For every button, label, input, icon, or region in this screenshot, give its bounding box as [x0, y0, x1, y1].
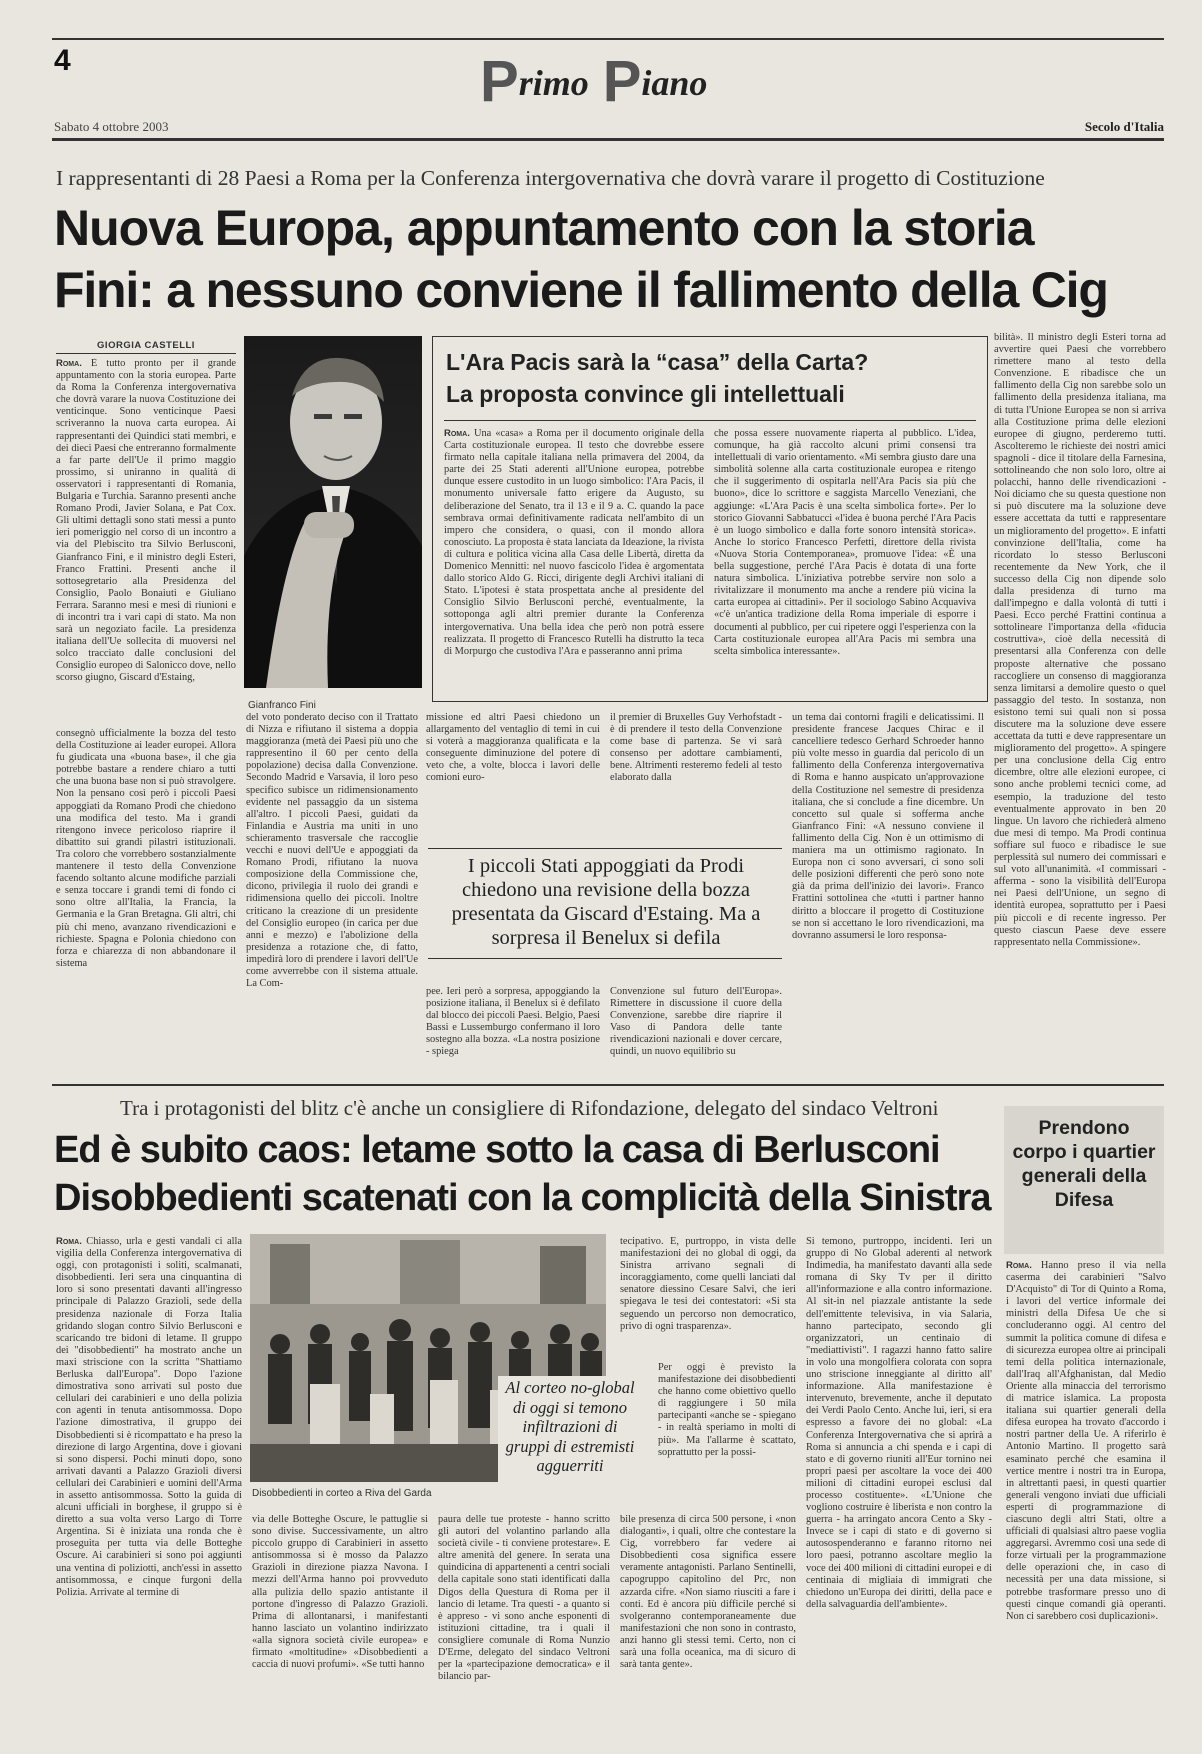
side-story-body	[1006, 1260, 1166, 1746]
story1-col3-bottom-text: pee. Ieri però a sorpresa, appoggiando la posizione italiana, il Benelux si è defilato dal blocco dei piccoli Paesi. Belgio, Paesi Bassi e Lussemburgo confermano il loro sostegno alla bozza. «La nostra posizione - spiega	[426, 986, 600, 1058]
section-word-1: rimo	[518, 63, 589, 103]
box-headline-2: La proposta convince gli intellettuali	[446, 381, 845, 407]
story1-col4-bottom	[610, 986, 782, 1074]
fini-photo	[244, 336, 422, 688]
story1-col5-text: un tema dai contorni fragili e delicatissimi. Il presidente francese Jacques Chirac e il cancelliere tedesco Gerhard Schroeder hanno più volte messo in guardia dal pericolo di un fallimento della Conferenza intergovernativa di Roma e hanno auspicato un'approvazione della Costituzione nel semestre di presidenza italiana, che si conclude a fine dicembre. Un concetto sul quale si sofferma anche Gianfranco Fini: «A nessuno conviene il fallimento della Cig. Non è un ottimismo di maniera ma un ottimismo ragionato. In Europa non ci sono avversari, ci sono soli delle posizioni differenti che però sono note già da prima dell'inizio dei lavori». Franco Frattini sottolinea che «tutti i partner hanno diritto a bloccare il progetto di Costituzione se non si accettano le loro rivendicazioni, ma dovranno assumersi le loro responsa-	[792, 712, 984, 941]
story2-col5	[806, 1236, 992, 1746]
story2-col5-text: Si temono, purtroppo, incidenti. Ieri un gruppo di No Global aderenti al network Indimedia, ha manifestato davanti alla sede romana di Sky Tv per il diritto all'informazione e alla contro informazione. Al sit-in nel piazzale antistante la sede dell'emittente televisiva, in via Salaria, hanno partecipato, secondo gli organizzatori, un centinaio di "mediattivisti". I ragazzi hanno fatto salire in volo una mongolfiera colorata con sopra uno striscione inneggiante al diritto all' informazione. Alla manifestazione è intervenuto, brevemente, anche il deputato dei Verdi Paolo Cento. Anche lui, ieri, si era espresso a favore dei no global: «La Conferenza Intergovernativa che si aprirà a Roma si annuncia a chi spenda e i capi di stato e di governo riuniti all'Eur tornino nei propri paesi per ascoltare la voce dei 400 milioni di cittadini europei esclusi dal processo costituente». «L'Unione che vogliono costruire è liberista e non contro la guerra - ha arringato ancora Cento a Sky - Invece se i capi di stato e di governo si autosospenderanno e faranno ritorno nei loro paesi, potranno ascoltare meglio la voce dei 400 milioni di cittadini europei e di centinaia di migliaia di immigrati che chiedono un'Europa dei diritti, della pace e della salvaguardia dell'ambiente».	[806, 1236, 992, 1610]
story1-headline-1: Nuova Europa, appuntamento con la storia	[54, 200, 1034, 256]
box-col2	[714, 428, 976, 696]
story2-col2-text: via delle Botteghe Oscure, le pattuglie si sono divise. Successivamente, un altro piccolo gruppo di Carabinieri in assetto antisommossa si è mosso da Palazzo Grazioli in direzione piazza Navona. I mezzi dell'Arma hanno poi provveduto alla pulizia dello spazio antistante il portone d'ingresso di Palazzo Grazioli. Prima di allontanarsi, i manifestanti hanno lasciato un volantino indirizzato «alla signora società civile europea» e firmato «moltitudine» «Disobbedienti a caccia di nuovi profumi». «Se tutti hanno	[252, 1514, 428, 1671]
story1-col1-bottom-text: consegnò ufficialmente la bozza del testo della Costituzione ai leader europei. Allora fu giudicata una «buona base», il che gia potrebbe bastare a rendere chiaro a tutti che una buona base non si può stravolgere. Non la pensano così però i piccoli Paesi appoggiati da Romano Prodi che chiedono una modifica del testo. Ma i grandi ritengono invece pericoloso riaprire il dibattito sui grandi pilastri istituzionali. Tra coloro che vorrebbero sostanzialmente mantenere il testo della Convenzione facendo soltanto alcune modifiche parziali e senza toccare i grandi temi di fondo ci sono oltre all'Italia, la Francia, la Germania e la Gran Bretagna. Gli altri, chi più chi meno, avanzano rivendicazioni e richieste. Spagna e Polonia chiedono con forza e chiarezza di non abbandonare il sistema	[56, 728, 236, 969]
protest-photo-caption: Disobbedienti in corteo a Riva del Garda	[252, 1488, 432, 1499]
side-story-body-text: Hanno preso il via nella caserma dei carabinieri "Salvo D'Acquisto" di Tor di Quinto a Roma, i lavori del vertice informale dei ministri della Difesa Ue che si concluderanno oggi. Al centro del summit la politica comune di difesa e di sicurezza europea oltre ai principali temi della politica internazionale, dall'Iraq all'Afghanistan, dal Medio Oriente alla minaccia del terrorismo di matrice islamica. La proposta italiana sui quartier generali della difesa europea ha trovato d'accordo i nostri partner della Ue. A riferirlo è Antonio Martino. Il progetto sarà esaminato perché che esamina il vertice mentre i nostri tra in Europa, in altrettanti paesi, in questi quartier generali vengono inviati due ufficiali esperti di programmazione di ciascuno degli altri Stati, oltre a ufficiali di qualsiasi altro paese voglia aggregarsi. Avremmo così una sede di forze virtuali per la programmazione delle operazioni che, in caso di necessità per una data missione, si potrebbe trasformare presso uno di questi cinque comandi già operanti. Non ci sarebbero così duplicazioni».	[1006, 1260, 1166, 1622]
story1-col3	[426, 712, 600, 844]
top-rule	[52, 38, 1164, 40]
box-col2-text: che possa essere nuovamente riaperta al pubblico. L'idea, comunque, ha già raccolto alcuni primi consensi tra intellettuali di vario orientamento. «Mi sembra giusto dare una simbolità solenne alla carta costituzionale europea e ritengo che il suggerimento di ospitarla nell'Ara Pacis sia più che buono», dice lo scrittore e saggista Marcello Veneziani, che aggiunge: «L'Ara Pacis è una scelta simbolica forte». Per lo storico Giovanni Sabbatucci «l'idea è buona perché l'Ara Pacis è un luogo simbolico e dalla forte sonoro intensità storica». Anche lo storico Francesco Perfetti, direttore della rivista «Nuova Storia Contemporanea», promuove l'idea: «È una bella suggestione, perché l'Ara Pacis è dotata di una forte natura simbolica. L'iniziativa potrebbe servire non solo a rivitalizzare il monumento ma anche a rendere più vicina la carta europea ai cittadini». Per il sociologo Sabino Acquaviva «c'è un'antica tradizione della Roma imperiale di esporre i documenti al pubblico, per cui ripetere oggi l'esperienza con la Carta costituzionale europea all'Ara Pacis mi sembra una scelta simbolica interessante».	[714, 428, 976, 657]
story1-col6-text: bilità». Il ministro degli Esteri torna ad avvertire quei Paesi che vorrebbero rimettere mano al testo della Convenzione. E ribadisce che un fallimento della Cig non sarebbe solo un fallimento della presidenza italiana, ma di tutta l'Unione Europea se non si arriva alla Costituzione prima delle elezioni europee di giugno, perderemo tutti. Ascolteremo le richieste dei nostri amici spagnoli - dice il titolare della Farnesina, sottolineando che non solo loro, oltre ai polacchi, hanno delle rivendicazioni - Noi diciamo che su questa questione non si può discutere ma la soluzione deve essere accettata da tutti e rappresentare un miglioramento del progetto». E infatti convinzione dell'Italia, come ha ricordato lo stesso Berlusconi recentemente da New York, che il successo della Cig non dipende solo dalla presidenza di turno ma dall'impegno e dalla volontà di tutti i Paesi. Ecco perché Frattini continua a sottolineare l'importanza della «fiducia costruttiva», cioè della necessità di presentarsi alla Conferenza con delle proposte alternative che possano raccogliere un consenso di maggioranza senza limitarsi a demolire questo o quel passaggio del testo. In sostanza, non esistono temi sui quali non si possa discutere ma la soluzione deve essere accettata da tutti e deve rappresentare un miglioramento del progetto». A spingere per una conclusione della Cig entro dicembre, oltre alle elezioni europee, ci sono anche problemi tecnici come, ad esempio, la traduzione del testo eventualmente approvato in ben 20 lingue. Un lavoro che richiederà almeno due mesi di tempo. Ma Prodi continua soffiare sul fuoco e ribadisce le sue perplessità sul numero dei commissari e sul voto all'unanimità. «I commissari - afferma - sono la visibilità dell'Europa nei Paesi dell'Unione, un segno di identità europea, soprattutto per i Paesi più piccoli e di recente ingresso. Per questo ciascun Paese deve essere rappresentato nella Commissione».	[994, 332, 1166, 948]
story1-col6	[994, 332, 1166, 1074]
pullquote-rule-top	[428, 848, 782, 849]
box-headline-1: L'Ara Pacis sarà la “casa” della Carta?	[446, 349, 869, 375]
story2-col4-bottom-text: bile presenza di circa 500 persone, i «non dialoganti», i quali, oltre che contestare la Cig, vorrebbero far vedere ai Disobbedienti cosa significa essere veramente antagonisti. Parlano Sentinelli, capogruppo capitolino del Prc, non azzarda cifre. «Non siamo riusciti a fare i conti. Ed è ancora più difficile perché si svolgeranno contemporaneamente due manifestazioni che non sono in contrasto, anzi hanno gli stessi temi. Certo, non ci sarà una folla oceanica, ma di sicuro di sarà tanta gente».	[620, 1514, 796, 1671]
byline-rule	[56, 353, 236, 354]
issue-date: Sabato 4 ottobre 2003	[54, 119, 169, 134]
story2-col3	[438, 1514, 610, 1746]
story2-col4-top	[620, 1236, 796, 1358]
box-col1-text: Una «casa» a Roma per il documento originale della Carta costituzionale europea. Il testo che dovrebbe essere firmato nella capitale italiana nella primavera del 2004, da parte dei 25 Stati aderenti all'Unione europea, potrebbe dunque essere custodito in un luogo simbolico: l'Ara Pacis, il monumento universale fatto erigere da Augusto, su deliberazione del Senato, tra il 13 e il 9 a. C. quando la pace sembrava ormai definitivamente radicata nell'ambito di un impero che considera, o quasi, con il mondo allora conosciuto. La proposta è stata lanciata da Ideazione, la rivista di cultura e politica vicina alla Casa delle Libertà, diretta da Domenico Mennitti: nel nuovo fascicolo l'idea è argomentata dallo storico Aldo G. Ricci, dirigente degli Archivi italiani di Stato. L'ipotesi è stata prospettata anche al presidente del Consiglio Silvio Berlusconi perché, eventualmente, la sottoponga agli altri premier durante la Conferenza intergovernativa. Una bella idea che però non potrà essere realizzata. Il progetto di Francesco Rutelli ha distrutto la teca di Morpurgo che custodiva l'Ara e passeranno anni prima	[444, 428, 704, 657]
story1-col4-text: il premier di Bruxelles Guy Verhofstadt - è di prendere il testo della Convenzione come base di partenza. Se vi sarà consenso per adottare cambiamenti, bene. Altrimenti resteremo fedeli al testo elaborato dalla	[610, 712, 782, 784]
story2-col1	[56, 1236, 242, 1748]
page-number: 4	[54, 44, 71, 77]
fini-portrait-illustration	[244, 336, 422, 688]
story1-col1-top-text: È tutto pronto per il grande appuntamento con la storia europea. Parte da Roma la Conferenza intergovernativa che dovrà varare la nuova Costituzione dei venticinque. Sono venticinque Paesi scriveranno la nuova carta europea. Ai rappresentanti dei Quindici stati membri, e dei dieci Paesi che entreranno formalmente a far parte dell'Ue il primo maggio prossimo, si uniranno in qualità di osservatori i rappresentanti di Romania, Bulgaria e Turchia. Saranno presenti anche Romano Prodi, Javier Solana, e Pat Cox. Gli ultimi dettagli sono stati messi a punto ieri pomeriggio nel corso di un incontro a via del Plebiscito tra Silvio Berlusconi, Gianfranco Fini, e il ministro degli Esteri, Franco Frattini. Presenti anche il sottosegretario alla Presidenza del Consiglio, Paolo Bonaiuti e Giuliano Ferrara. Saranno mesi e mesi di riunioni e di incontri tra i vari capi di stato. Ma non sarà un negoziato facile. La presidenza italiana dell'Ue sollecita di muoversi nel solco tracciato dalle conclusioni del Consiglio europeo di Salonicco dove, nello scorso giugno, Giscard d'Estaing,	[56, 358, 236, 684]
story1-col4-bottom-text: Convenzione sul futuro dell'Europa». Rimettere in discussione il cuore della Convenzione, sarebbe dire riaprire il Vaso di Pandora delle tante rivendicazioni nazionali e dover cercare, quindi, un nuovo equilibrio su	[610, 986, 782, 1058]
box-rule	[444, 420, 976, 421]
story1-col2	[246, 712, 418, 1074]
story2-pullquote: Al corteo no-global di oggi si temono infiltrazioni di gruppi di estremisti agguerriti	[505, 1378, 635, 1475]
story2-kicker: Tra i protagonisti del blitz c'è anche un consigliere di Rifondazione, delegato del sindaco Veltroni	[120, 1096, 939, 1120]
story1-byline: GIORGIA CASTELLI	[97, 340, 195, 351]
story2-col4-top-text: tecipativo. E, purtroppo, in vista delle manifestazioni dei no global di oggi, da Sinistra arrivano segnali di incoraggiamento, come quelli lanciati dal senatore diessino Cesare Salvi, che ieri spiegava le tesi dei contestatori: «Si sta seguendo un percorso non democratico, privo di ogni trasparenza».	[620, 1236, 796, 1332]
story1-col3-text: missione ed altri Paesi chiedono un allargamento del ventaglio di temi in cui si voterà a maggioranza qualificata e la conseguente diminuzione del potere di veto che, a volte, blocca i lavori delle comioni euro-	[426, 712, 600, 784]
section-cap-1: P	[480, 49, 519, 114]
box-col1	[444, 428, 704, 696]
story1-col3-bottom	[426, 986, 600, 1074]
story1-col5	[792, 712, 984, 1074]
side-story-dateline: Roma.	[1006, 1260, 1032, 1271]
story2-col4-bottom	[620, 1514, 796, 1746]
masthead-rule	[52, 138, 1164, 141]
fini-photo-caption: Gianfranco Fini	[248, 700, 316, 711]
section-divider	[52, 1084, 1164, 1086]
story1-pullquote: I piccoli Stati appoggiati da Prodi chiedono una revisione della bozza presentata da Giscard d'Estaing. Ma a sorpresa il Benelux si defila	[451, 855, 761, 949]
section-cap-2: P	[602, 49, 642, 114]
story1-col2-text: del voto ponderato deciso con il Trattato di Nizza e rifiutano il sistema a doppia maggioranza (metà dei Paesi più uno che rappresentino il 60 per cento della popolazione) decisa dalla Convenzione. Secondo Madrid e Varsavia, il loro peso specifico subisce un ridimensionamento evidente nel passaggio da un sistema all'altro. I piccoli Paesi, guidati da Finlandia e Austria ma uniti in uno schieramento trasversale che raccoglie vecchi e nuovi dell'Ue e appoggiati da Romano Prodi, rifiutano la nuova composizione della Commissione che, dicono, privilegia il ruolo dei grandi e ridimensiona quello dei piccoli. Inoltre criticano la creazione di un presidente del Consiglio europeo (in carica per due anni e mezzo) e l'abolizione della presidenza a rotazione che, di fatto, impedirà loro di prendere i lavori dell'Ue come avverrebbe con il sistema attuale. La Com-	[246, 712, 418, 990]
side-story-headline: Prendono corpo i quartier generali della Difesa	[1012, 1117, 1156, 1211]
story2-headline-2: Disobbedienti scatenati con la complicità della Sinistra	[54, 1177, 991, 1219]
section-title	[480, 48, 707, 115]
story2-col1-text: Chiasso, urla e gesti vandali ci alla vigilia della Conferenza intergovernativa di oggi, con protagonisti i soliti, scalmanati, disobbedienti. Ieri sera una cinquantina di loro si sono presentati davanti all'ingresso principale di Palazzo Grazioli, sede della presidenza nazionale di Forza Italia gridando slogan contro Silvio Berlusconi e scaricando tre bidoni di letame. Il gruppo dei "disobbedienti" ha mostrato anche un maxi striscione con la scritta "Shattiamo Berluska dall'Europa". Dopo l'azione dimostrativa sono arrivati sul posto due cellulari dei carabinieri e uno della polizia con agenti in tenuta antisommossa. Dopo l'azione dimostrativa, il gruppo dei Disobbedienti si è ricompattato e ha preso la direzione di largo Argentina, dove i giovani si sono dispersi. Pochi minuti dopo, sono arrivati davanti a Palazzo Grazioli diversi cellulari dei Carabinieri e uomini dell'Arma in assetto antisommossa. Sotto la guida di alcuni ufficiali in borghese, il gruppo si è diretto a sua volta verso Largo di Torre Argentina. Si è iniziata una ronda che è proseguita per tutta via delle Botteghe Oscure. Ai carabinieri si sono poi aggiunti una ventina di poliziotti, anch'essi in assetto antisommossa, e cinque furgoni della Polizia. Arrivate al termine di	[56, 1236, 242, 1598]
story1-col4	[610, 712, 782, 844]
story2-headline-1: Ed è subito caos: letame sotto la casa di Berlusconi	[54, 1129, 940, 1171]
pullquote-rule-bottom	[428, 958, 782, 959]
story1-kicker: I rappresentanti di 28 Paesi a Roma per la Conferenza intergovernativa che dovrà varare il progetto di Costituzione	[56, 166, 1045, 190]
box-dateline: Roma.	[444, 428, 470, 439]
paper-name: Secolo d'Italia	[1084, 119, 1164, 134]
story2-col3-text: paura delle tue proteste - hanno scritto gli autori del volantino parlando alla società civile - ti conviene protestare». E altre amenità del genere. In serata una quindicina di appartenenti a centri sociali della capitale sono stati identificati dalla Digos della Questura di Roma per il lancio di letame. Tra questi - a quanto si è appreso - vi sono anche esponenti di istituzioni cittadine, tra i quali il consigliere comunale di Roma Nunzio D'Erme, delegato del sindaco Veltroni per la «partecipazione democratica» e il bilancio par-	[438, 1514, 610, 1683]
story1-dateline: Roma.	[56, 358, 82, 369]
story2-col4-mid-text: Per oggi è previsto la manifestazione dei disobbedienti che hanno come obiettivo quello di raggiungere i 50 mila partecipanti «anche se - spiegano - in realtà speriamo in molti di più». Ma l'allarme è scattato, soprattutto per la possi-	[658, 1362, 796, 1458]
story1-headline-2: Fini: a nessuno conviene il fallimento della Cig	[54, 262, 1108, 318]
story2-dateline: Roma.	[56, 1236, 82, 1247]
story2-col2	[252, 1514, 428, 1746]
story1-col1-bottom	[56, 728, 236, 1074]
section-word-2: iano	[641, 63, 708, 103]
story1-col1-top	[56, 358, 236, 726]
story2-col4-mid	[658, 1362, 796, 1508]
